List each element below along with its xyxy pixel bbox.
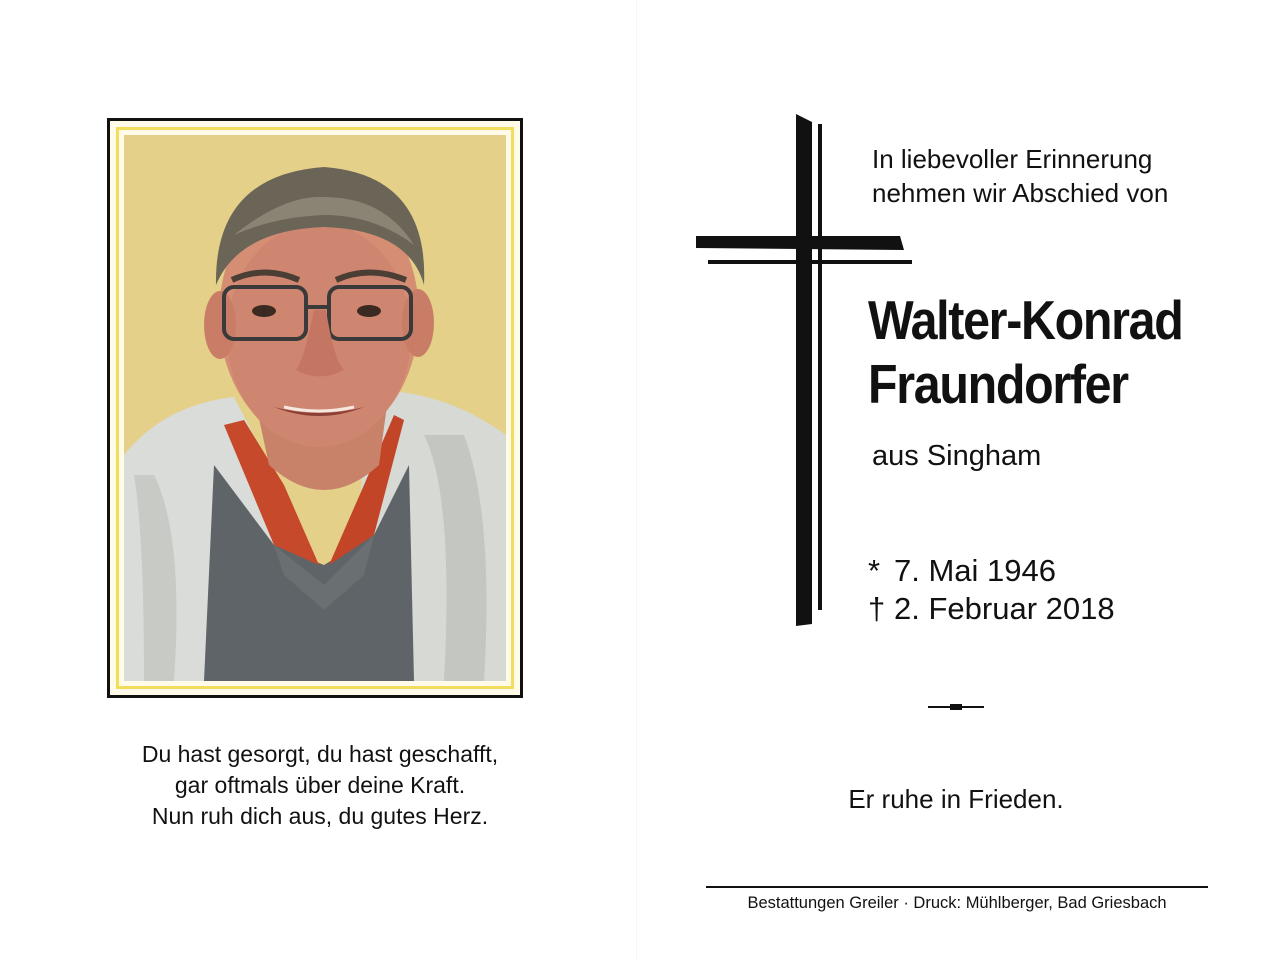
intro-line: nehmen wir Abschied von	[872, 178, 1169, 208]
death-cross-icon: †	[868, 591, 886, 626]
footer-rule	[706, 886, 1208, 888]
deceased-name	[868, 288, 1182, 416]
portrait-photo	[124, 135, 506, 681]
poem	[40, 739, 600, 832]
birth-date: 7. Mai 1946	[894, 553, 1056, 588]
origin-text: aus Singham	[872, 440, 1042, 472]
intro-text	[872, 142, 1168, 210]
death-date: 2. Februar 2018	[894, 591, 1115, 626]
poem-line: Du hast gesorgt, du hast geschafft,	[141, 741, 499, 767]
death-date-row	[868, 590, 1115, 628]
poem-line: Nun ruh dich aus, du gutes Herz.	[151, 803, 489, 829]
birth-date-row	[868, 552, 1115, 590]
portrait-illustration	[124, 135, 506, 681]
birth-symbol-icon: *	[868, 553, 881, 588]
closing-text: Er ruhe in Frieden.	[848, 784, 1064, 814]
ornament-divider-center	[950, 704, 962, 710]
poem-line: gar oftmals über deine Kraft.	[174, 772, 466, 798]
right-page	[636, 0, 1273, 960]
first-name: Walter-Konrad	[868, 289, 1183, 351]
last-name: Fraundorfer	[868, 353, 1128, 415]
intro-line: In liebevoller Erinnerung	[872, 144, 1153, 174]
life-dates	[868, 552, 1115, 628]
printer-footer: Bestattungen Greiler · Druck: Mühlberger, Bad Griesbach	[747, 894, 1167, 912]
photo-frame	[107, 118, 523, 698]
left-page	[0, 0, 636, 960]
